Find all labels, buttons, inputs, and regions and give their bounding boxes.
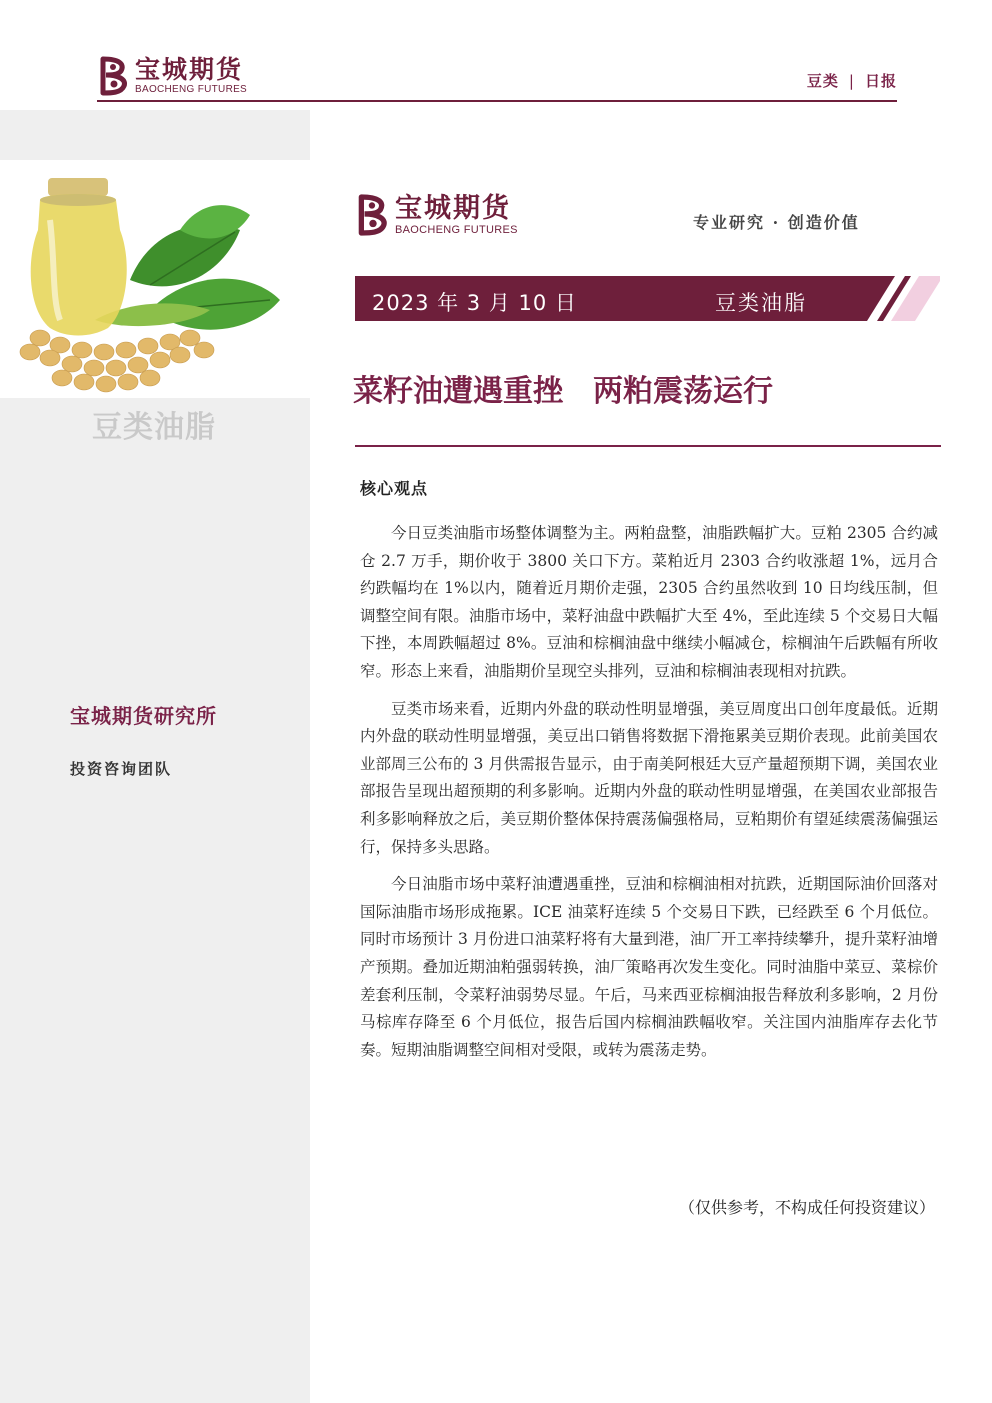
paragraph: 今日豆类油脂市场整体调整为主。两粕盘整，油脂跌幅扩大。豆粕 2305 合约减仓 2.7 万手，期价收于 3800 关口下方。菜粕近月 2303 合约收涨超 1%，远月合约跌幅均在 1%以内，随着近月期价走强，2305 合约虽然收到 10 日均线压制，但调整空间有限。油脂市场中，菜籽油盘中跌幅扩大至 4%，至此连续 5 个交易日大幅下挫，本周跌幅超过 8%。豆油和棕榈油盘中继续小幅减仓，棕榈油午后跌幅有所收窄。形态上来看，油脂期价呈现空头排列，豆油和棕榈油表现相对抗跌。 [360,524,938,680]
slogan: 专业研究 · 创造价值 [693,213,860,232]
header-tag-category: 豆类 [806,72,839,90]
header-tag-report-type: 日报 [864,72,897,90]
report-category: 豆类油脂 [715,291,807,315]
header-logo-en: BAOCHENG FUTURES [135,84,248,95]
baocheng-logo-icon [97,56,131,96]
header-tag-separator: | [848,72,855,90]
sidebar-institute: 宝城期货研究所 [70,704,217,728]
report-date: 2023 年 3 月 10 日 [372,291,577,315]
main-logo [355,193,518,237]
header-divider [97,100,897,102]
report-title: 菜籽油遭遇重挫 两粕震荡运行 [353,374,773,409]
soybean-oil-illustration [0,160,310,398]
baocheng-logo-icon [355,193,391,237]
sidebar-category-watermark: 豆类油脂 [92,410,216,445]
main-logo-en: BAOCHENG FUTURES [395,223,518,236]
paragraph: 豆类市场来看，近期内外盘的联动性明显增强，美豆周度出口创年度最低。近期内外盘的联动性明显增强，美豆出口销售将数据下滑拖累美豆期价表现。此前美国农业部周三公布的 3 月供需报告显示，由于南美阿根廷大豆产量超预期下调，美国农业部报告呈现出超预期的利多影响。近期内外盘的联动性明显增强，在美国农业部报告利多影响释放之后，美豆期价整体保持震荡偏强格局，豆粕期价有望延续震荡偏强运行，保持多头思路。 [360,699,938,856]
soybean-oil-photo [0,160,310,398]
header-logo [97,56,247,96]
body-text [360,520,938,1074]
title-divider [355,445,941,447]
sidebar-team: 投资咨询团队 [70,760,173,778]
date-banner [355,276,940,321]
header-tags [807,70,897,91]
paragraph: 今日油脂市场中菜籽油遭遇重挫，豆油和棕榈油相对抗跌，近期国际油价回落对国际油脂市场形成拖累。ICE 油菜籽连续 5 个交易日下跌，已经跌至 6 个月低位。同时市场预计 3 月份进口油菜籽将有大量到港，油厂开工率持续攀升，提升菜籽油增产预期。叠加近期油粕强弱转换，油厂策略再次发生变化。同时油脂中菜豆、菜棕价差套利压制，令菜籽油弱势尽显。午后，马来西亚棕榈油报告释放利多影响，2 月份马棕库存降至 6 个月低位，报告后国内棕榈油跌幅收窄。关注国内油脂库存去化节奏。短期油脂调整空间相对受限，或转为震荡走势。 [360,875,938,1059]
sidebar [0,110,310,1403]
header-logo-cn: 宝城期货 [135,55,244,84]
section-heading: 核心观点 [360,479,429,498]
disclaimer: （仅供参考，不构成任何投资建议） [678,1198,935,1217]
main-logo-cn: 宝城期货 [395,192,511,224]
